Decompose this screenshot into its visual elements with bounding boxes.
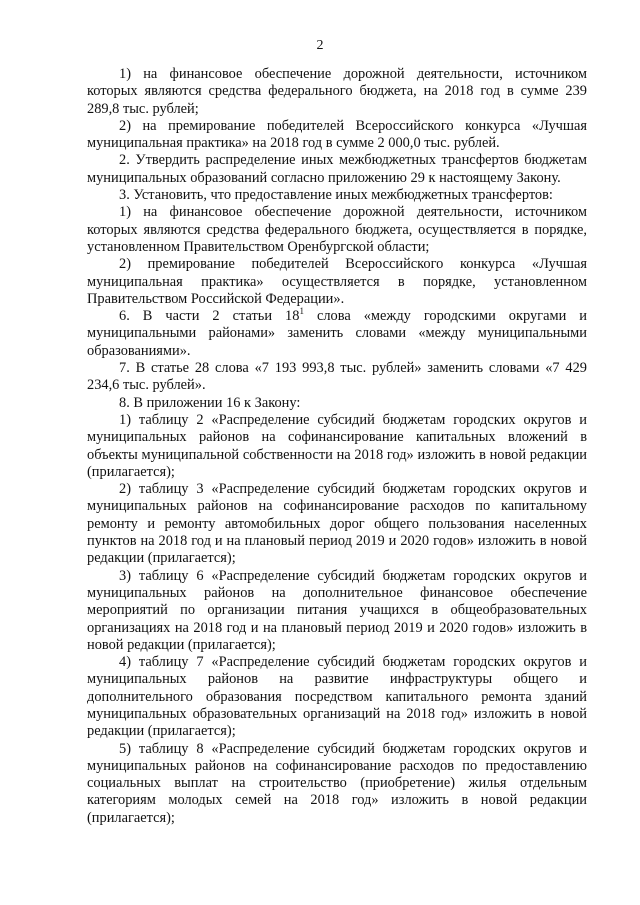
superscript: 1 (299, 306, 304, 317)
paragraph: 3) таблицу 6 «Распределение субсидий бюджетам городских округов и муниципальных районов на дополнительное финансовое обеспечение мероприятий по организации питания учащихся в общеобразовательных организациях на 2018 год и на плановый период 2019 и 2020 годов» изложить в новой редакции (прилагается); (87, 567, 587, 653)
paragraph: 2) премирование победителей Всероссийского конкурса «Лучшая муниципальная практика» осуществляется в порядке, установленном Правительством Российской Федерации». (87, 256, 587, 307)
paragraph: 5) таблицу 8 «Распределение субсидий бюджетам городских округов и муниципальных районов на софинансирование расходов по предоставлению социальных выплат на строительство (приобретение) жилья отдельным категориям молодых семей на 2018 год» изложить в новой редакции (прилагается); (87, 740, 587, 826)
document-body (87, 66, 587, 827)
paragraph: 1) таблицу 2 «Распределение субсидий бюджетам городских округов и муниципальных районов на софинансирование капитальных вложений в объекты муниципальной собственности на 2018 год» изложить в новой редакции (прилагается); (87, 411, 587, 480)
paragraph-text: слова «между городскими округами и муниципальными районами» заменить словами «между муниципальными образованиями». (87, 308, 587, 359)
paragraph: 3. Установить, что предоставление иных межбюджетных трансфертов: (119, 187, 553, 204)
paragraph: 1) на финансовое обеспечение дорожной деятельности, источником которых являются средства федерального бюджета, на 2018 год в сумме 239 289,8 тыс. рублей; (87, 66, 587, 117)
paragraph-text: 6. В части 2 статьи 18 (119, 308, 300, 325)
paragraph: 2) на премирование победителей Всероссийского конкурса «Лучшая муниципальная практика» на 2018 год в сумме 2 000,0 тыс. рублей. (87, 117, 587, 152)
paragraph: 7. В статье 28 слова «7 193 993,8 тыс. рублей» заменить словами «7 429 234,6 тыс. рублей». (87, 360, 587, 394)
paragraph (87, 308, 587, 360)
paragraph: 2. Утвердить распределение иных межбюджетных трансфертов бюджетам муниципальных образований согласно приложению 29 к настоящему Закону. (87, 152, 587, 186)
paragraph: 8. В приложении 16 к Закону: (119, 394, 301, 411)
paragraph: 4) таблицу 7 «Распределение субсидий бюджетам городских округов и муниципальных районов на развитие инфраструктуры общего и дополнительного образования посредством капитального ремонта зданий муниципальных образовательных организаций на 2018 год» изложить в новой редакции (прилагается); (87, 654, 587, 740)
page-number: 2 (316, 38, 324, 53)
paragraph: 1) на финансовое обеспечение дорожной деятельности, источником которых являются средства федерального бюджета, осуществляется в порядке, установленном Правительством Оренбургской области; (87, 204, 587, 255)
paragraph: 2) таблицу 3 «Распределение субсидий бюджетам городских округов и муниципальных районов на софинансирование расходов по капитальному ремонту и ремонту автомобильных дорог общего пользования населенных пунктов на 2018 год и на плановый период 2019 и 2020 годов» изложить в новой редакции (прилагается); (87, 481, 587, 567)
